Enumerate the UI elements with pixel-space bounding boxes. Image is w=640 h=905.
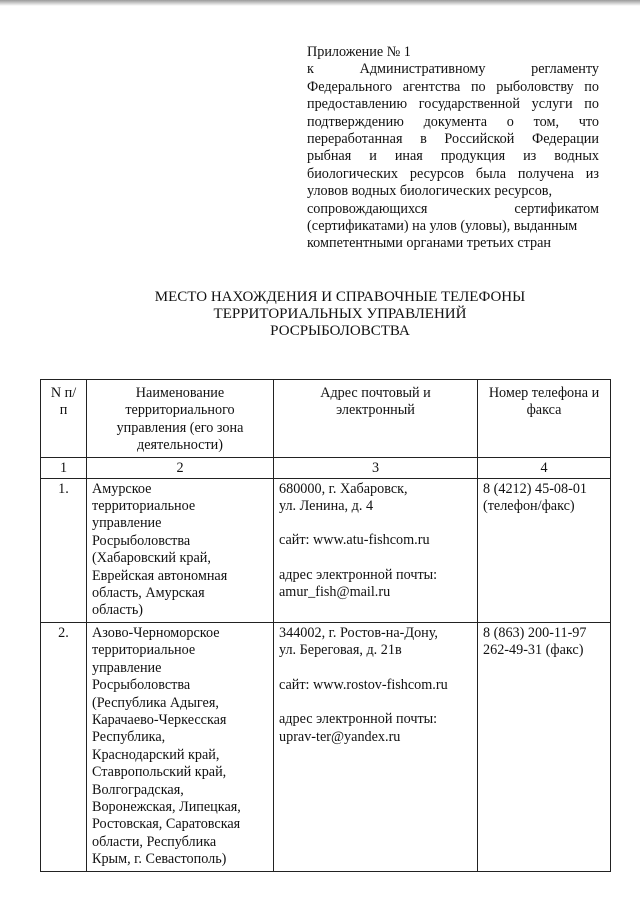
appendix-block [307,44,599,253]
postal-address: 680000, г. Хабаровск, [279,480,408,497]
appendix-line: компетентными органами третьих стран [307,235,552,252]
appendix-line: переработанная в Российской Федерации [307,131,599,148]
postal-address: ул. Ленина, д. 4 [279,498,374,515]
column-number: 3 [274,457,478,478]
appendix-line: сопровождающихся сертификатом [307,200,599,217]
website: сайт: www.atu-fishcom.ru [279,532,430,549]
column-number: 1 [41,457,87,478]
appendix-heading: Приложение № 1 [307,44,411,60]
header-phone: Номер телефона и факса [478,380,611,458]
title-line: РОСРЫБОЛОВСТВА [270,323,410,339]
appendix-line: рыбная и иная продукция из водных [307,148,599,165]
table-header-row [41,380,611,458]
postal-address: 344002, г. Ростов-на-Дону, [279,624,438,641]
office-phone: 8 (4212) 45-08-01 (телефон/факс) [478,478,611,622]
row-number: 1. [41,478,87,622]
website: сайт: www.rostov-fishcom.ru [279,676,448,693]
header-name: Наименование территориального управления (его зона деятельности) [87,380,274,458]
table-row [41,478,611,622]
scan-edge [0,0,640,6]
office-name: Азово-Черноморское территориальное управление Росрыболовства (Республика Адыгея, Карачаево-Черкесская Республика, Краснодарский край, Ставропольский край, Волгоградская, Воронежская, Липецкая, Ростовская, Саратовская области, Республика Крым, г. Севастополь) [87,622,274,871]
email-label: адрес электронной почты: [279,711,438,728]
title-line: МЕСТО НАХОЖДЕНИЯ И СПРАВОЧНЫЕ ТЕЛЕФОНЫ [154,289,526,305]
appendix-line: к Административному регламенту [307,61,599,78]
office-phone: 8 (863) 200-11-97 262-49-31 (факс) [478,622,611,871]
column-number: 4 [478,457,611,478]
column-number: 2 [87,457,274,478]
appendix-line: уловов водных биологических ресурсов, [307,183,553,200]
row-number: 2. [41,622,87,871]
header-address: Адрес почтовый и электронный [274,380,478,458]
appendix-line: (сертификатами) на улов (уловы), выданным [307,218,578,235]
appendix-line: биологических ресурсов была получена из [307,165,599,182]
header-num: N п/ п [41,380,87,458]
office-name: Амурское территориальное управление Росрыболовства (Хабаровский край, Еврейская автономная область, Амурская область) [87,478,274,622]
postal-address: ул. Береговая, д. 21в [279,642,402,659]
appendix-line: предоставлению государственной услуги по [307,96,599,113]
document-title [40,289,640,340]
table-row [41,622,611,871]
office-address [274,622,478,871]
appendix-line: подтверждению документа о том, что [307,113,599,130]
offices-table [40,379,611,872]
email-address: uprav-ter@yandex.ru [279,728,401,745]
office-address [274,478,478,622]
title-line: ТЕРРИТОРИАЛЬНЫХ УПРАВЛЕНИЙ [213,306,467,322]
email-label: адрес электронной почты: [279,566,438,583]
appendix-line: Федерального агентства по рыболовству по [307,78,599,95]
email-address: amur_fish@mail.ru [279,584,391,601]
column-number-row [41,457,611,478]
